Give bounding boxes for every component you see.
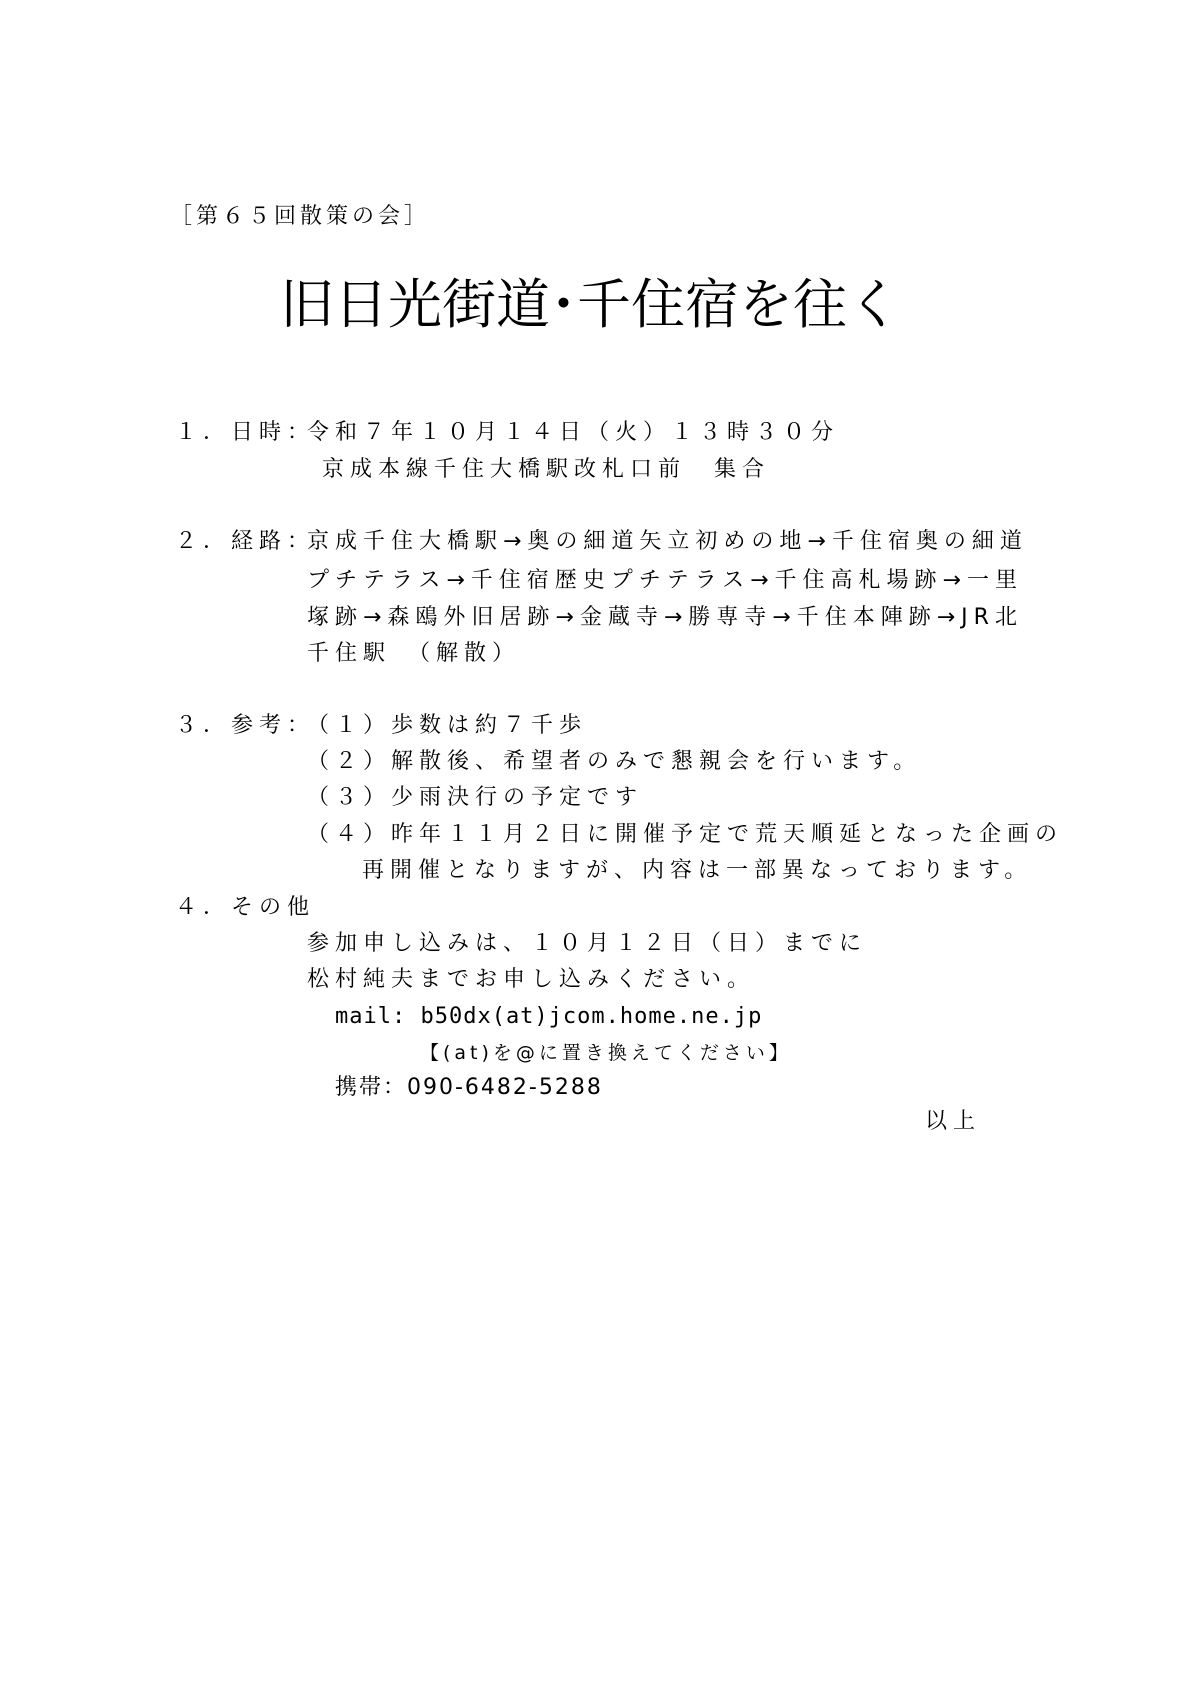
closing-text: 以上 <box>925 1109 982 1134</box>
other-label: ４．その他 <box>175 895 316 920</box>
route-line-3: 塚跡→森鴎外旧居跡→金蔵寺→勝専寺→千住本陣跡→JR北 <box>307 605 1023 630</box>
note-item-2: （２）解散後、希望者のみで懇親会を行います。 <box>307 749 922 774</box>
route-line-4: 千住駅 （解散） <box>307 641 521 666</box>
date-label: １．日時： <box>175 420 316 445</box>
route-label: ２．経路： <box>175 529 316 554</box>
contact-phone: 携帯：090-6482-5288 <box>335 1075 603 1100</box>
route-line-1: 京成千住大橋駅→奥の細道矢立初めの地→千住宿奥の細道 <box>307 529 1028 554</box>
note-item-4a: （４）昨年１１月２日に開催予定で荒天順延となった企画の <box>307 822 1064 847</box>
date-line-2: 京成本線千住大橋駅改札口前 集合 <box>322 457 771 482</box>
note-item-1: （１）歩数は約７千歩 <box>307 713 588 738</box>
other-line-2: 松村純夫までお申し込みください。 <box>307 967 756 992</box>
date-line-1: 令和７年１０月１４日（火）１３時３０分 <box>307 420 840 445</box>
route-line-2: プチテラス→千住宿歴史プチテラス→千住高札場跡→一里 <box>307 568 1023 593</box>
contact-mail: mail: b50dx(at)jcom.home.ne.jp <box>335 1004 763 1029</box>
note-item-3: （３）少雨決行の予定です <box>307 785 644 810</box>
mail-note: 【(at)を@に置き換えてください】 <box>420 1042 792 1064</box>
other-line-1: 参加申し込みは、１０月１２日（日）までに <box>307 931 868 956</box>
event-subtitle: ［第６５回散策の会］ <box>170 204 431 229</box>
notes-label: ３．参考： <box>175 713 316 738</box>
note-item-4b: 再開催となりますが、内容は一部異なっております。 <box>362 858 1033 883</box>
page-title: 旧日光街道･千住宿を往く <box>280 273 901 336</box>
